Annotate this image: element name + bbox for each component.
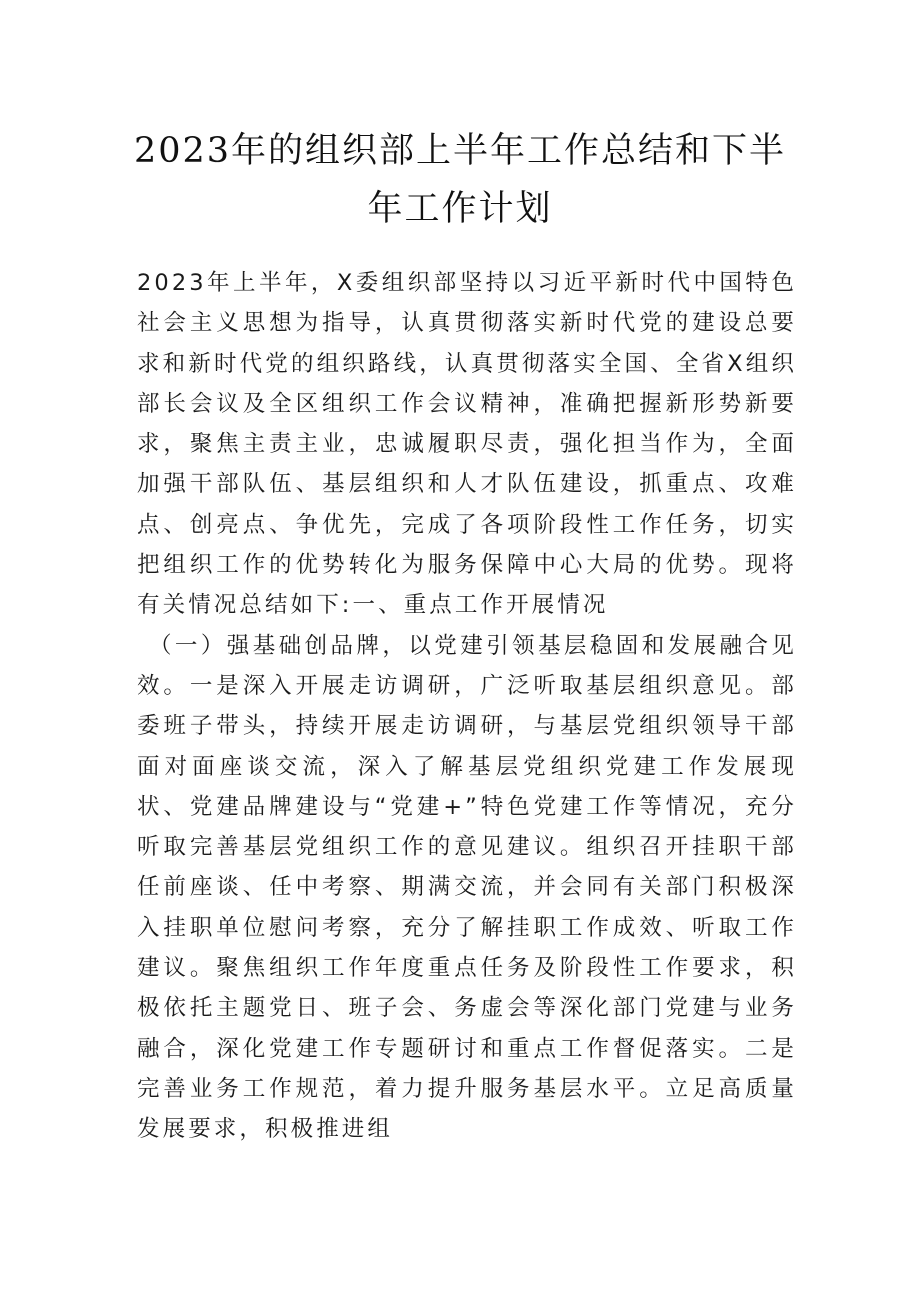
document-title: 2023年的组织部上半年工作总结和下半年工作计划 xyxy=(133,131,787,229)
document-body xyxy=(137,263,797,1150)
paragraph-intro: 2023年上半年，X委组织部坚持以习近平新时代中国特色社会主义思想为指导，认真贯彻落实新时代党的建设总要求和新时代党的组织路线，认真贯彻落实全国、全省X组织部长会议及全区组织工作会议精神，准确把握新形势新要求，聚焦主责主业，忠诚履职尽责，强化担当作为，全面加强干部队伍、基层组织和人才队伍建设，抓重点、攻难点、创亮点、争优先，完成了各项阶段性工作任务，切实把组织工作的优势转化为服务保障中心大局的优势。现将有关情况总结如下:一、重点工作开展情况 xyxy=(137,270,797,619)
paragraph-section-one: （一）强基础创品牌，以党建引领基层稳固和发展融合见效。一是深入开展走访调研，广泛听取基层组织意见。部委班子带头，持续开展走访调研，与基层党组织领导干部面对面座谈交流，深入了解基层党组织党建工作发展现状、党建品牌建设与“党建+”特色党建工作等情况，充分听取完善基层党组织工作的意见建议。组织召开挂职干部任前座谈、任中考察、期满交流，并会同有关部门积极深入挂职单位慰问考察，充分了解挂职工作成效、听取工作建议。聚焦组织工作年度重点任务及阶段性工作要求，积极依托主题党日、班子会、务虚会等深化部门党建与业务融合，深化党建工作专题研讨和重点工作督促落实。二是完善业务工作规范，着力提升服务基层水平。立足高质量发展要求，积极推进组 xyxy=(137,632,797,1143)
